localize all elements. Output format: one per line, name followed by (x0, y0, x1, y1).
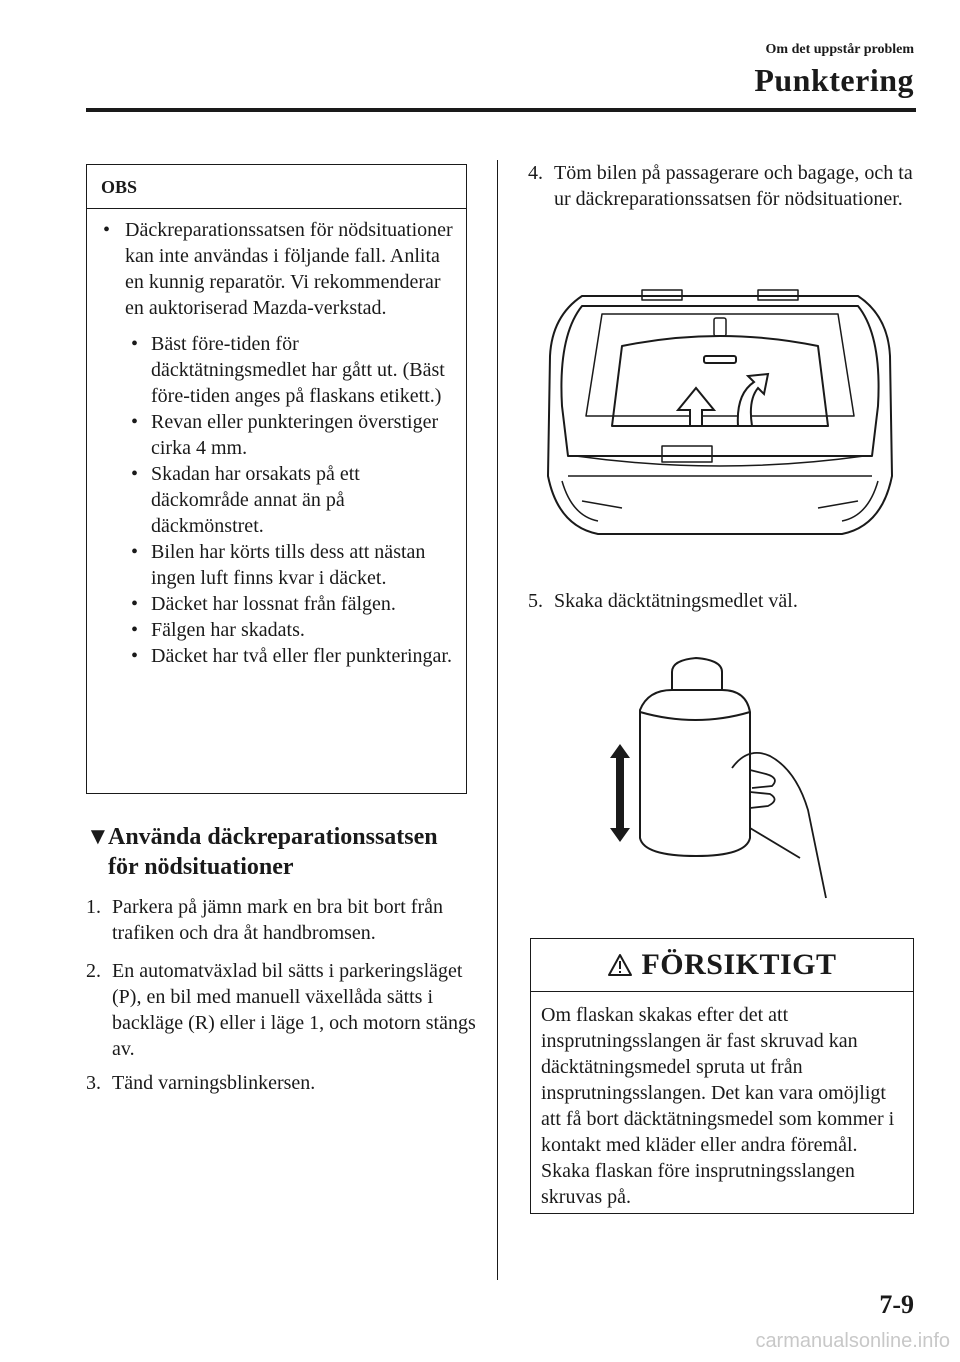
obs-sub-item (101, 461, 456, 539)
obs-sub-item (101, 643, 456, 669)
header-rule (86, 108, 916, 112)
step-text: En automatväxlad bil sätts i parkeringsläget (P), en bil med manuell växellåda sätts i backläge (R) eller i läge 1, och motorn stängs av. (112, 960, 476, 1060)
step-1 (86, 894, 476, 946)
bullet-symbol: • (131, 593, 139, 615)
section-heading-line1: Använda däckreparationssatsen (108, 824, 438, 850)
obs-note-box (86, 164, 467, 794)
obs-main-bullet (101, 217, 456, 321)
step-text: Parkera på jämn mark en bra bit bort från trafiken och dra åt handbromsen. (112, 896, 443, 944)
caution-box (530, 938, 914, 1214)
step-number: 5. (528, 590, 543, 612)
page-number: 7-9 (879, 1290, 914, 1319)
caution-label: FÖRSIKTIGT (641, 948, 837, 981)
bullet-symbol: • (103, 219, 111, 241)
obs-sub-item-text: Skadan har orsakats på ett däckområde annat än på däckmönstret. (151, 463, 360, 537)
bullet-symbol: • (131, 541, 139, 563)
column-divider (497, 160, 498, 1280)
caution-text: Om flaskan skakas efter det att insprutningsslangen är fast skruvad kan däcktätningsmedel spruta ut från insprutningsslangen. Det kan vara omöjligt att få bort däcktätningsmedel som kommer i kontakt med kläder eller andra föremål. Skaka flaskan före insprutningsslangen skruvas på. (541, 1004, 895, 1208)
obs-sub-item (101, 617, 456, 643)
step-number: 1. (86, 896, 101, 918)
obs-sub-list (101, 331, 456, 669)
bullet-symbol: • (131, 333, 139, 355)
obs-sub-item-text: Däcket har två eller fler punkteringar. (151, 645, 452, 667)
step-5 (528, 588, 918, 614)
obs-sub-item-text: Däcket har lossnat från fälgen. (151, 593, 396, 615)
bullet-symbol: • (131, 411, 139, 433)
obs-sub-item-text: Fälgen har skadats. (151, 619, 305, 641)
obs-sub-item-text: Bilen har körts tills dess att nästan ingen luft finns kvar i däcket. (151, 541, 426, 589)
step-text: Töm bilen på passagerare och bagage, och ta ur däckreparationssatsen för nödsituationer. (554, 162, 913, 210)
obs-sub-item-text: Bäst före-tiden för däcktätningsmedlet har gått ut. (Bäst före-tiden anges på flaskans etikett.) (151, 333, 445, 407)
watermark-text: carmanualsonline.info (755, 1330, 950, 1352)
page-header-section: Om det uppstår problem (765, 42, 914, 57)
section-heading (86, 822, 486, 882)
obs-sub-item (101, 409, 456, 461)
caution-header (531, 939, 913, 992)
trunk-illustration (542, 276, 898, 546)
obs-label: OBS (87, 165, 466, 209)
bottle-illustration (600, 650, 830, 910)
page-title: Punktering (754, 62, 914, 98)
step-text: Tänd varningsblinkersen. (112, 1072, 316, 1094)
obs-body (87, 209, 466, 669)
step-3 (86, 1070, 476, 1096)
obs-sub-item (101, 539, 456, 591)
step-text: Skaka däcktätningsmedlet väl. (554, 590, 798, 612)
obs-sub-item (101, 331, 456, 409)
step-2 (86, 958, 476, 1062)
section-heading-line2: för nödsituationer (108, 854, 294, 880)
bullet-symbol: • (131, 619, 139, 641)
step-number: 3. (86, 1072, 101, 1094)
bullet-symbol: • (131, 463, 139, 485)
obs-main-text: Däckreparationssatsen för nödsituationer kan inte användas i följande fall. Anlita en kunnig reparatör. Vi rekommenderar en auktoriserad Mazda-verkstad. (125, 219, 453, 319)
step-number: 4. (528, 162, 543, 184)
obs-sub-item-text: Revan eller punkteringen överstiger cirka 4 mm. (151, 411, 439, 459)
step-number: 2. (86, 960, 101, 982)
step-4 (528, 160, 918, 212)
warning-icon (607, 953, 633, 977)
heading-triangle-icon: ▼ (86, 824, 110, 850)
obs-sub-item (101, 591, 456, 617)
bullet-symbol: • (131, 645, 139, 667)
